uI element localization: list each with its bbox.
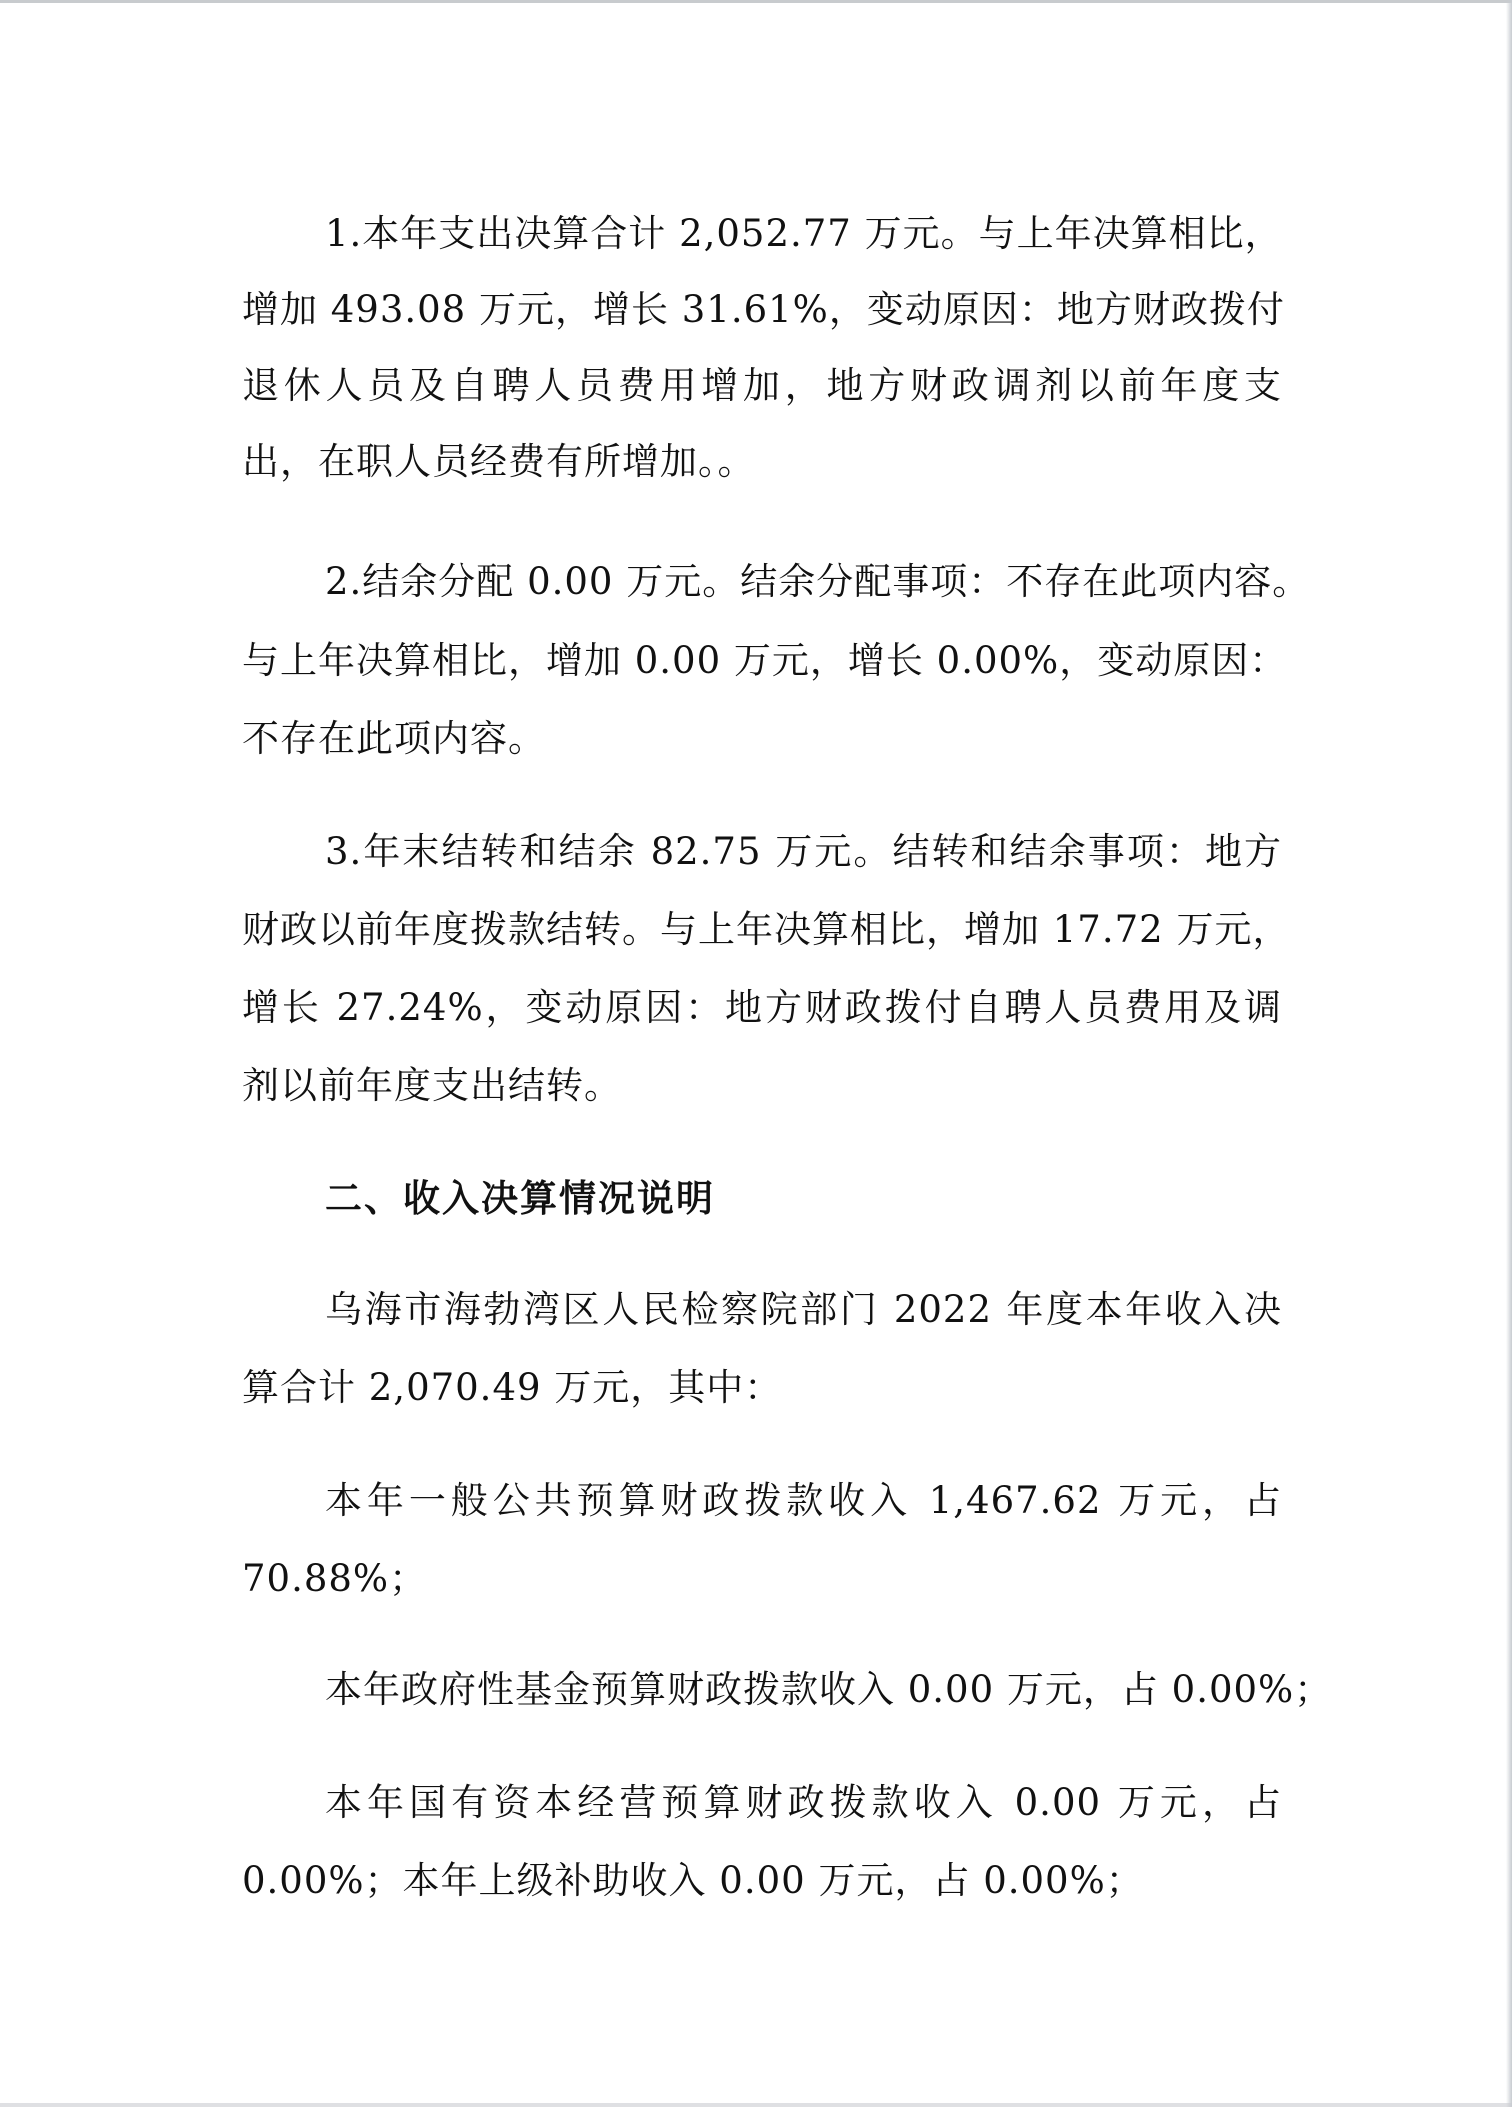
scan-edge-bottom bbox=[0, 2103, 1512, 2107]
paragraph-1-line-3: 退休人员及自聘人员费用增加，地方财政调剂以前年度支 bbox=[242, 364, 1282, 407]
paragraph-2-line-3: 不存在此项内容。 bbox=[242, 717, 546, 760]
paragraph-2-line-1: 2.结余分配 0.00 万元。结余分配事项：不存在此项内容。 bbox=[325, 560, 1311, 603]
paragraph-7-line-1: 本年国有资本经营预算财政拨款收入 0.00 万元，占 bbox=[325, 1781, 1282, 1824]
paragraph-4-line-1: 乌海市海勃湾区人民检察院部门 2022 年度本年收入决 bbox=[325, 1288, 1282, 1331]
paragraph-3-line-2: 财政以前年度拨款结转。与上年决算相比，增加 17.72 万元， bbox=[242, 908, 1291, 951]
paragraph-4-line-2: 算合计 2,070.49 万元，其中： bbox=[242, 1366, 783, 1409]
scan-edge-right bbox=[1506, 0, 1512, 2107]
paragraph-7-line-2: 0.00%；本年上级补助收入 0.00 万元，占 0.00%； bbox=[242, 1859, 1144, 1902]
section-heading: 二、收入决算情况说明 bbox=[325, 1177, 715, 1220]
paragraph-3-line-4: 剂以前年度支出结转。 bbox=[242, 1064, 622, 1107]
paragraph-1-line-1: 1.本年支出决算合计 2,052.77 万元。与上年决算相比， bbox=[325, 212, 1283, 255]
paragraph-2-line-2: 与上年决算相比，增加 0.00 万元，增长 0.00%，变动原因： bbox=[242, 639, 1288, 682]
paragraph-6-line-1: 本年政府性基金预算财政拨款收入 0.00 万元，占 0.00%； bbox=[325, 1668, 1333, 1711]
paragraph-1-line-4: 出，在职人员经费有所增加。。 bbox=[242, 440, 756, 483]
paragraph-3-line-1: 3.年末结转和结余 82.75 万元。结转和结余事项：地方 bbox=[325, 830, 1282, 873]
paragraph-5-line-2: 70.88%； bbox=[242, 1557, 428, 1600]
paragraph-5-line-1: 本年一般公共预算财政拨款收入 1,467.62 万元，占 bbox=[325, 1479, 1282, 1522]
paragraph-3-line-3: 增长 27.24%，变动原因：地方财政拨付自聘人员费用及调 bbox=[242, 986, 1282, 1029]
scan-edge-top bbox=[0, 0, 1512, 3]
paragraph-1-line-2: 增加 493.08 万元，增长 31.61%，变动原因：地方财政拨付 bbox=[242, 288, 1285, 331]
